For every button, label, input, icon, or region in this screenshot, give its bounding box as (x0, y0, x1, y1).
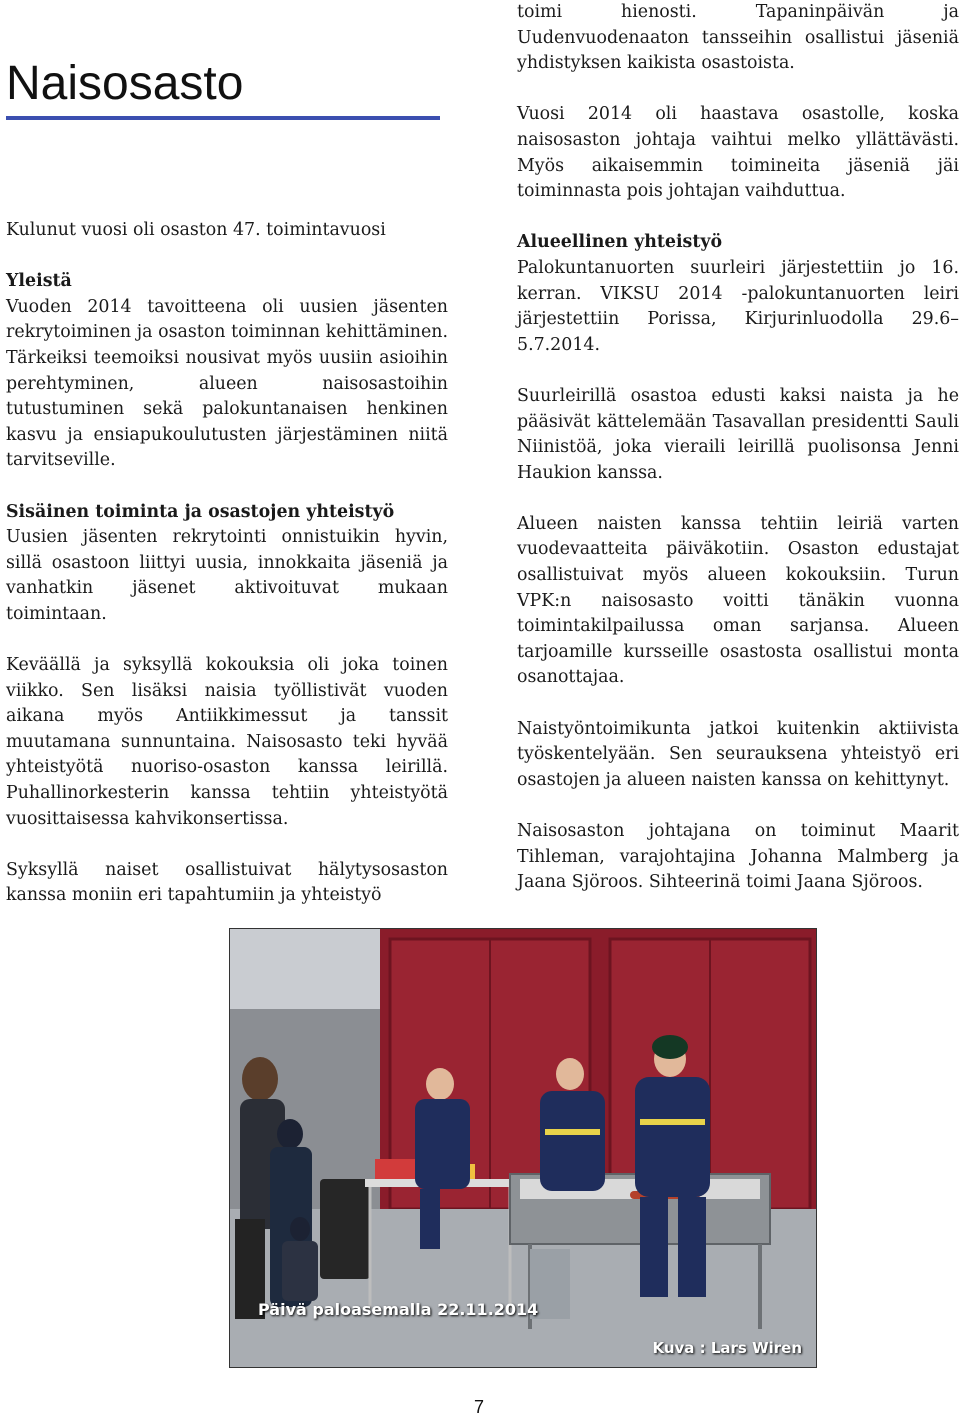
regional-women-paragraph: Alueen naisten kanssa tehtiin leiriä varten vuodevaatteita päiväkotiin. Osaston edustajat osallistuivat myös alueen kokouksiin. Turun VPK:n naisosasto voitti tänäkin vuonna toimintakilpailussa oman sarjansa. Alueen tarjoamille kursseille osastosta osallistui monta osanottajaa. (517, 513, 959, 688)
general-paragraph: Vuoden 2014 tavoitteena oli uusien jäsenten rekrytoiminen ja osaston toiminnan kehittäminen. Tärkeiksi teemoiksi nousivat myös uusiin asioihin perehtyminen, alueen naisosastoihin tutustuminen sekä palokuntanaisen henkinen kasvu ja ensiapukoulutusten järjestäminen niitä tarvitseville. (6, 296, 448, 471)
meetings-paragraph: Keväällä ja syksyllä kokouksia oli joka toinen viikko. Sen lisäksi naisia työllistivät vuoden aikana myös Antiikkimessut ja tanssit muutamana sunnuntaina. Naisosasto teki hyvää yhteistyötä nuoriso-osaston kanssa leirillä. Puhallinorkesterin kanssa tehtiin yhteistyötä vuosittaisessa kahvikonsertissa. (6, 655, 448, 829)
right-column (517, 0, 959, 921)
event-photo (229, 928, 817, 1368)
committee-paragraph: Naistyöntoimikunta jatkoi kuitenkin aktiivista työskentelyään. Sen seurauksena yhteistyö eri osastojen ja alueen naisten kanssa on kehittynyt. (517, 718, 959, 790)
title-underline (6, 116, 440, 120)
year-2014-paragraph: Vuosi 2014 oli haastava osastolle, koska naisosaston johtaja vaihtui melko yllättävästi. Myös aikaisemmin toimineita jäseniä jäi toiminnasta pois johtajan vaihduttua. (517, 104, 959, 202)
left-column (6, 218, 448, 935)
continued-paragraph: toimi hienosti. Tapaninpäivän ja Uudenvuodenaaton tansseihin osallistui jäseniä yhdistyksen kaikista osastoista. (517, 2, 959, 74)
page-number: 7 (474, 1397, 485, 1417)
intro-paragraph: Kulunut vuosi oli osaston 47. toimintavuosi (6, 220, 386, 240)
camp-paragraph: Suurleirillä osastoa edusti kaksi naista ja he pääsivät kättelemään Tasavallan presidentti Sauli Niinistöä, joka vieraili leirillä puolisonsa Jenni Haukion kanssa. (517, 385, 959, 483)
section-heading-internal: Sisäinen toiminta ja osastojen yhteistyö (6, 501, 395, 522)
section-heading-general: Yleistä (6, 271, 72, 292)
photo-credit: Kuva : Lars Wiren (652, 1339, 802, 1357)
page-title: Naisosasto (6, 57, 244, 110)
leaders-paragraph: Naisosaston johtajana on toiminut Maarit Tihleman, varajohtajina Johanna Malmberg ja Jaana Sjöroos. Sihteerinä toimi Jaana Sjöroos. (517, 821, 959, 893)
regional-paragraph: Palokuntanuorten suurleiri järjestettiin jo 16. kerran. VIKSU 2014 -palokuntanuorten leiri järjestettiin Porissa, Kirjurinluodolla 29.6–5.7.2014. (517, 257, 959, 355)
autumn-paragraph: Syksyllä naiset osallistuivat hälytysosaston kanssa moniin eri tapahtumiin ja yhteistyö (6, 859, 448, 906)
internal-paragraph: Uusien jäsenten rekrytointi onnistuikin hyvin, sillä osastoon liittyi uusia, innokkaita jäseniä ja vanhatkin jäsenet aktivoituvat mukaan toimintaan. (6, 527, 448, 624)
photo-caption: Päivä paloasemalla 22.11.2014 (258, 1300, 539, 1319)
section-heading-regional: Alueellinen yhteistyö (517, 232, 723, 253)
